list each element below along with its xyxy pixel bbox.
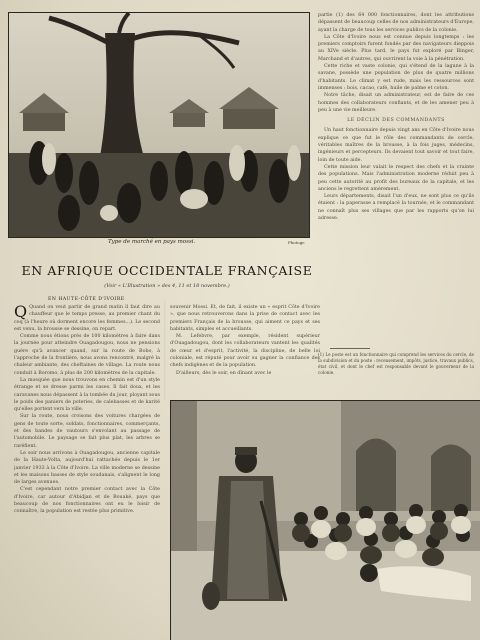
chief-assembly-image — [171, 401, 480, 640]
section-heading: LE DÉCLIN DES COMMANDANTS — [347, 118, 445, 124]
middle-paragraph: M. Lefebvre, par exemple, résident supérieur d'Ouagadougou, dont les collaborateurs vantent les qualités de cœur et d'esprit, l'activité, la discipline, de belle loi coloniale, est réputé pour avoir su gagner la confiance des chefs indigènes et de la population. — [170, 334, 320, 369]
market-photo — [8, 12, 310, 238]
drop-cap: Q — [14, 304, 28, 321]
right-paragraph: partie (1) des 64 000 fonctionnaires, dont les attributions dépassent de beaucoup celles de nos administrateurs d'Europe, ayant la charge de tous les services publics de la colonie. — [318, 13, 474, 33]
left-paragraph: Q Quand on veut partir de grand matin il faut dire au chauffeur que le temps presse, au premier chant du coq (à l'heure où dorment encore les femmes...). Le second est venu, la brousse se dessine, on repart. — [14, 304, 160, 332]
left-paragraph: C'est cependant notre premier contact avec la Côte d'Ivoire, car autour d'Abidjan et de Bouaké, pays que beaucoup de nos fonctionnaires ont eu le loisir de connaître, la population est restée plus primitive. — [14, 487, 160, 515]
article-title: EN AFRIQUE OCCIDENTALE FRANÇAISE — [21, 263, 313, 278]
right-column — [318, 12, 474, 344]
left-paragraph: Le soir nous arrivons à Ouagadougou, ancienne capitale de la Haute-Volta, aujourd'hui rattachée depuis le 1er janvier 1933 à la Côte d'Ivoire. La ville moderne se dessine et les maisons basses de style soudanais, s'alignent le long de larges avenues. — [14, 450, 160, 486]
market-photo-caption: Type de marché en pays mossi. — [108, 239, 196, 245]
right-paragraph: Cette mission leur valait le respect des chefs et la crainte des populations. Mais l'administration moderne réduit peu à peu cette autorité au profit des bureaux de la capitale, et les anciens le regrettent amèrement. — [318, 164, 474, 192]
right-paragraph: La Côte d'Ivoire nous est connue depuis longtemps : les premiers comptoirs furent fondés par des navigateurs dieppois au XIVe siècle. Plus tard, le pays fut exploré par Binger, Marchand et d'autres, qui ouvrirent la voie à la pénétration. — [318, 34, 474, 62]
article-subtitle: (Voir « L'Illustration » des 4, 11 et 18 novembre.) — [104, 283, 230, 289]
middle-column — [170, 304, 320, 396]
right-paragraph: Cette riche et vaste colonie, qui s'étend de la lagune à la savane, possède une population de plus de quatre millions d'habitants. Le climat y est rude, mais les ressources sont immenses : bois, cacao, café, huile de palme et coton. — [318, 64, 474, 91]
right-paragraph: Notre tâche, disait un administrateur, est de faire de ces hommes des collaborateurs confiants, et de les amener peu à peu à une vie meilleure. — [318, 93, 474, 113]
left-paragraph: La mosquée que nous trouvons en chemin est d'un style étrange et se dresse parmi les cases. Il fait doux, et les caravanes nous dépassent à la tombée du jour, ployant sous le poids des paniers de poteries, de calebasses et de karité qu'elles portent vers la ville. — [14, 377, 160, 413]
middle-paragraph: D'ailleurs, dès le soir, en dînant avec le — [176, 370, 272, 376]
right-paragraph: Un haut fonctionnaire depuis vingt ans en Côte d'Ivoire nous explique ce que fut le rôle des commandants de cercle, véritables maîtres de la brousse, à la fois juges, médecins, ingénieurs et percepteurs. Ils devaient tout savoir et tout faire, loin de toute aide. — [318, 128, 474, 163]
right-paragraph: Leurs départements, disait l'un d'eux, ne sont plus ce qu'ils étaient : la paperasse a remplacé la tournée, et le commandant ne connaît plus ses villages que par les rapports qu'on lui adresse. — [318, 194, 474, 222]
left-column-heading: EN HAUTE-CÔTE D'IVOIRE — [48, 297, 125, 302]
photo-credit: Photogr. — [288, 240, 305, 245]
footnote: (1) Le poste est un fonctionnaire qui comprend les services du cercle, de la subdivision et du poste : recensement, impôts, justice, travaux publics, état civil, et dont le chef est responsable devant le gouverneur de la colonie. — [318, 352, 474, 375]
page-fold-shadow — [164, 300, 166, 400]
left-paragraph: Sur la route, nous croisons des voitures chargées de gens de toute sorte, soldats, fonctionnaires, commerçants, et des bandes de vautours s'envolant au passage de l'automobile. Le paysage se fait plus plat, les arbres se raréfient. — [14, 414, 160, 449]
left-column — [14, 304, 160, 638]
middle-paragraph: souvenir Mossi. Et, de fait, il existe un « esprit Côte d'Ivoire », que nous retrouverons dans la prise de contact avec les premiers Français de la brousse, qui aiment ce pays et ses habitants, simples et accueillants. — [170, 305, 320, 332]
left-paragraph: Comme nous étions près de 100 kilomètres à faire dans la journée pour atteindre Ouagadougou, nous ne pensions guère qu'à avancer quand, sur la route de Bobo, à l'approche de la frontière, nous avons rencontré, malgré la chaleur ambiante, des cheftaines de village. La route nous conduit à Boromo, à plus de 200 kilomètres de la capitale. — [14, 334, 160, 376]
chief-assembly-photo — [170, 400, 480, 640]
market-scene-image — [9, 13, 309, 237]
footnote-rule — [330, 348, 370, 349]
